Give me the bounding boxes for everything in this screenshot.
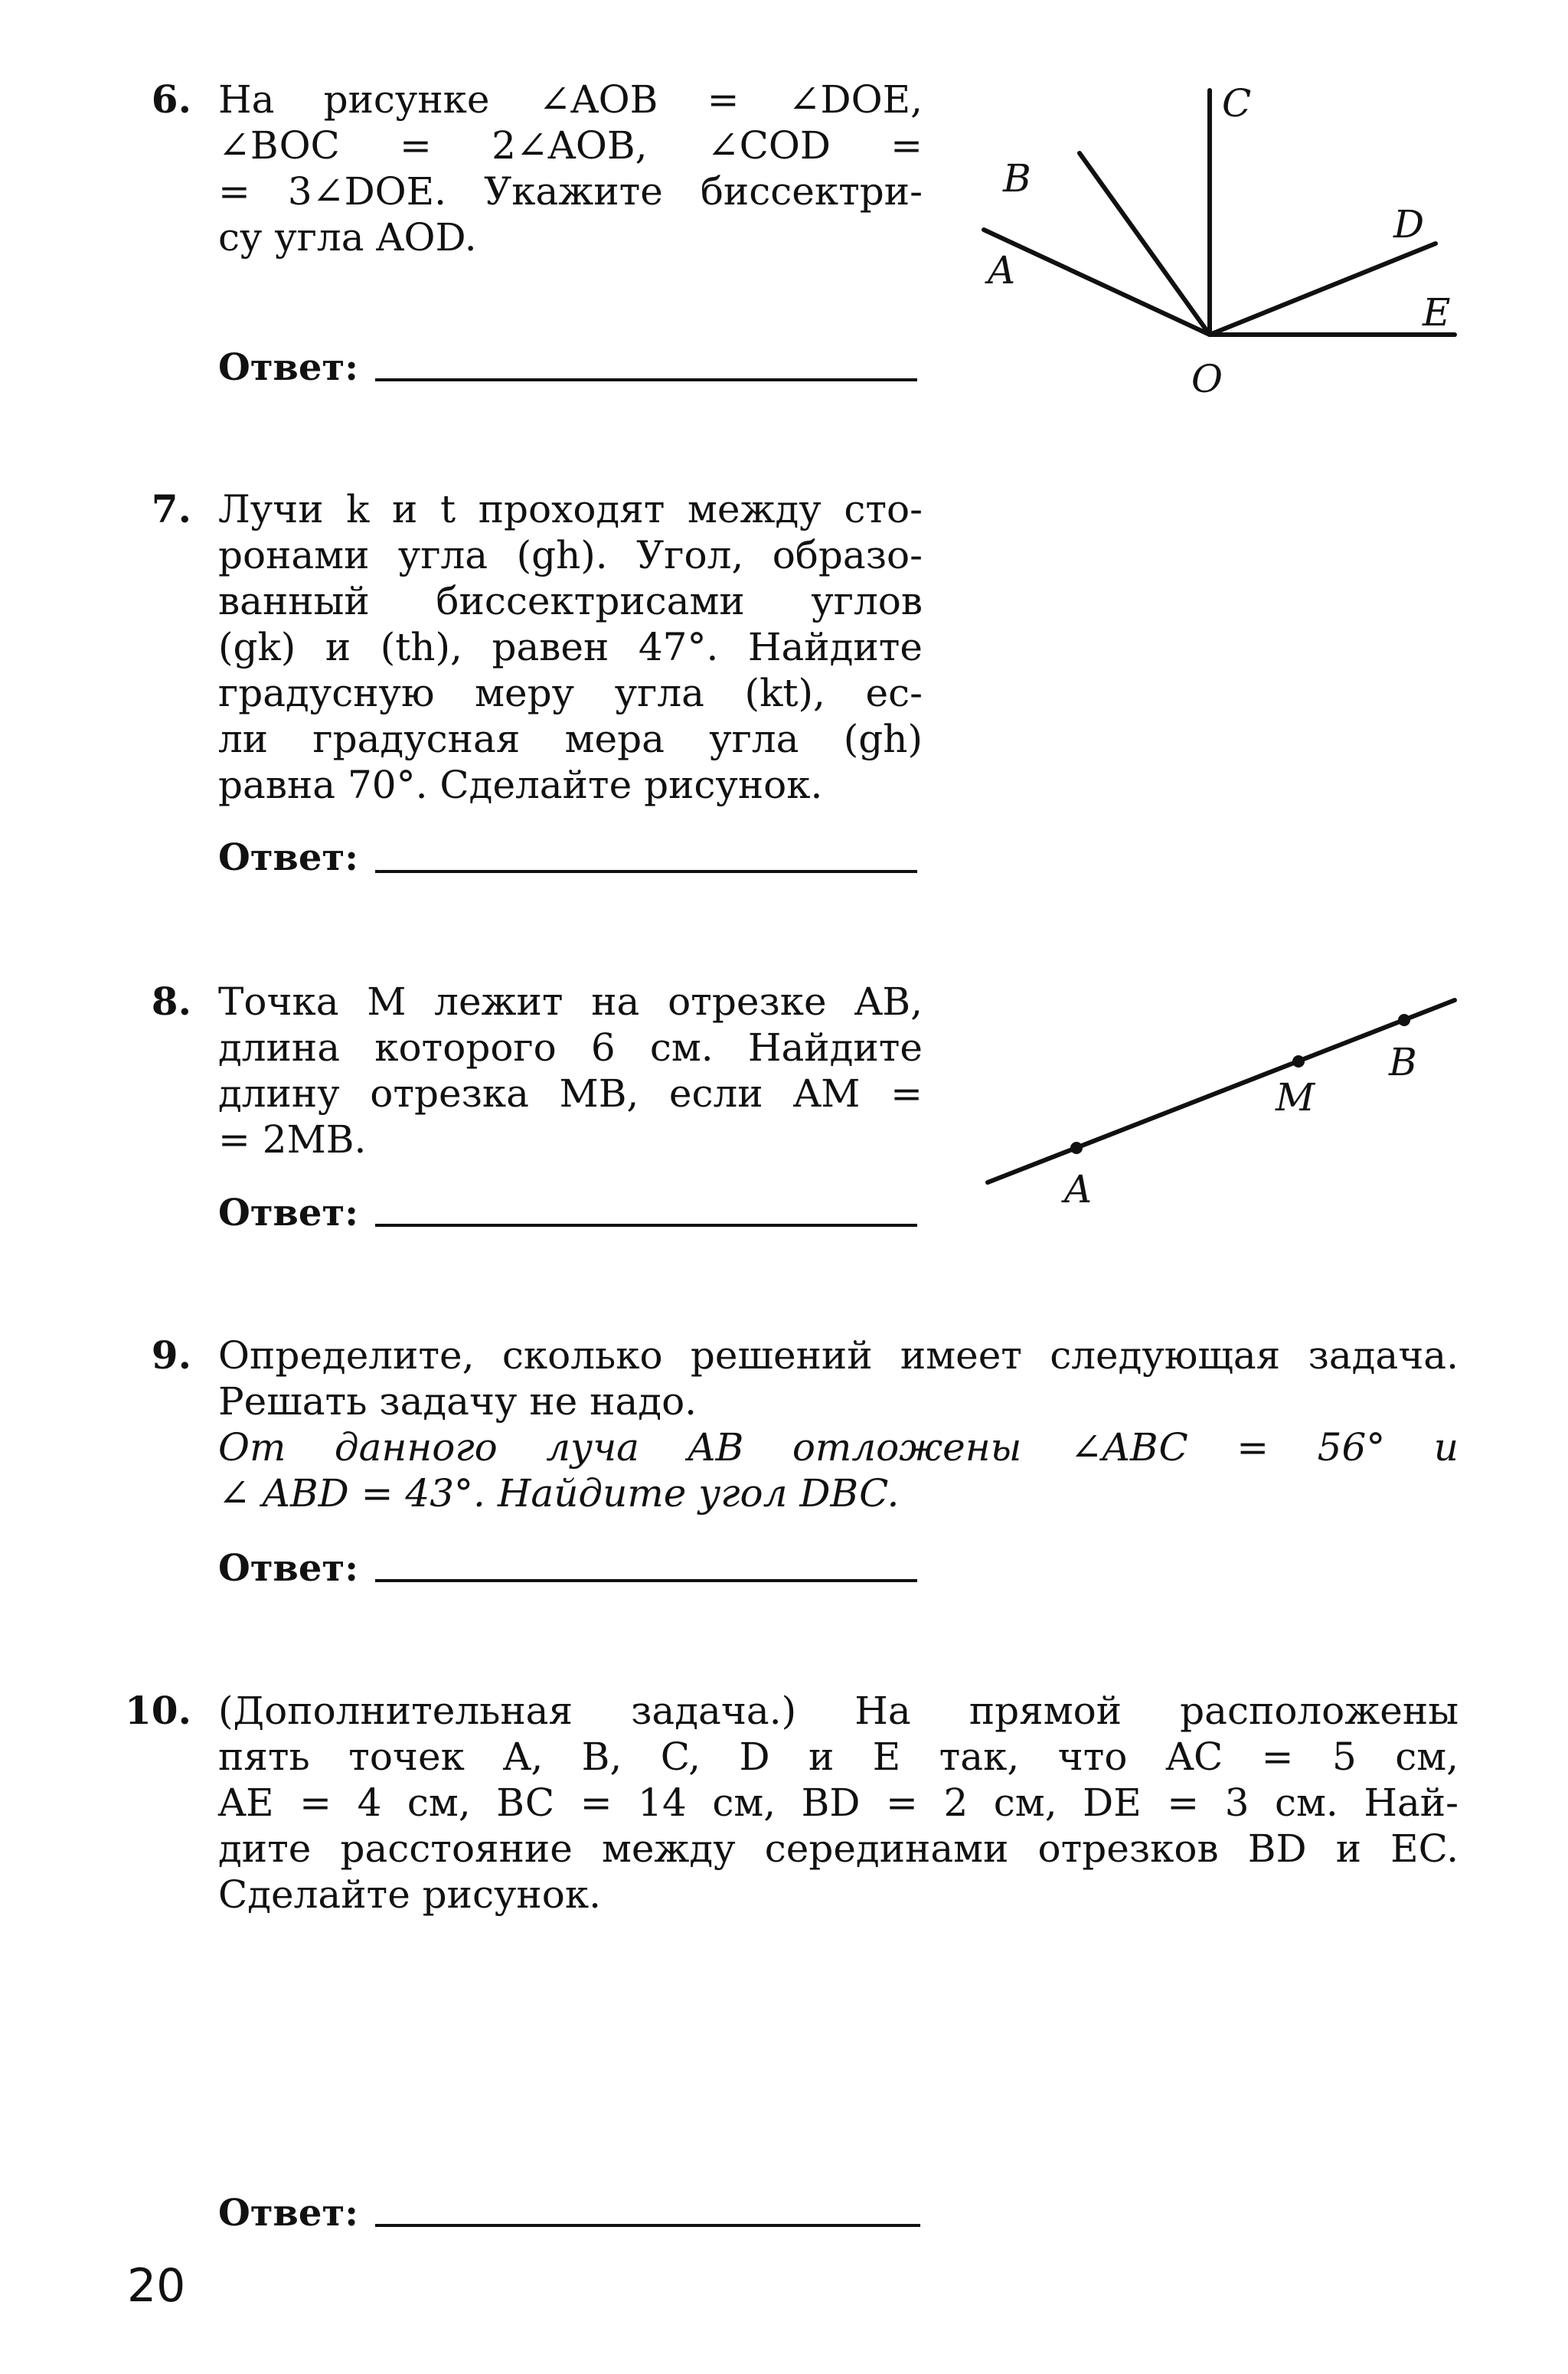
text-line: Определите, сколько решений имеет следующая задача. <box>218 1333 1459 1378</box>
problem-text <box>218 486 923 808</box>
text-line: (gk) и (th), равен 47°. Найдите <box>218 625 923 669</box>
ray-OD <box>1210 244 1436 335</box>
segment-figure <box>972 988 1478 1218</box>
label-B: B <box>1389 1040 1417 1084</box>
label-D: D <box>1393 202 1425 247</box>
segment-AB <box>988 1000 1455 1182</box>
label-M: M <box>1276 1075 1315 1120</box>
problem-text <box>218 979 923 1162</box>
text-line: дите расстояние между серединами отрезков BD и EC. <box>218 1826 1459 1871</box>
answer-line[interactable] <box>375 2224 920 2227</box>
problem-number: 7. <box>151 486 191 531</box>
text-line: На рисунке ∠AOB = ∠DOE, <box>218 77 923 122</box>
problem-number: 8. <box>151 979 191 1024</box>
page-number: 20 <box>127 2259 186 2313</box>
label-A: A <box>988 248 1016 293</box>
text-line: ронами угла (gh). Угол, образо- <box>218 533 923 577</box>
text-line: длина которого 6 см. Найдите <box>218 1025 923 1070</box>
text-line: ванный биссектрисами углов <box>218 579 923 623</box>
text-line-italic: От данного луча AB отложены ∠ABC = 56° и <box>218 1425 1459 1470</box>
problem-text <box>218 1688 1459 1918</box>
answer-line[interactable] <box>375 378 917 381</box>
text-line: = 2MB. <box>218 1117 367 1162</box>
label-E: E <box>1423 290 1451 335</box>
text-line: = 3∠DOE. Укажите биссектри- <box>218 169 923 214</box>
text-line: Решать задачу не надо. <box>218 1379 697 1424</box>
point-M <box>1292 1055 1305 1068</box>
label-O: O <box>1191 357 1223 401</box>
ray-OA <box>984 230 1210 335</box>
text-line: длину отрезка MB, если AM = <box>218 1071 923 1116</box>
text-line: ли градусная мера угла (gh) <box>218 717 923 761</box>
answer-label: Ответ: <box>218 1192 358 1234</box>
ray-OB <box>1080 153 1210 335</box>
answer-label: Ответ: <box>218 2192 358 2235</box>
text-line: Сделайте рисунок. <box>218 1872 601 1917</box>
text-line: пять точек A, B, C, D и E так, что AC = 5 см, <box>218 1735 1459 1779</box>
label-B: B <box>1003 156 1031 201</box>
answer-label: Ответ: <box>218 346 358 389</box>
answer-line[interactable] <box>375 870 917 873</box>
text-line: AE = 4 см, BC = 14 см, BD = 2 см, DE = 3 см. Най- <box>218 1780 1459 1825</box>
text-line-italic: ∠ ABD = 43°. Найдите угол DBC. <box>218 1471 900 1516</box>
text-line: Лучи k и t проходят между сто- <box>218 487 923 531</box>
problem-number: 9. <box>151 1333 191 1378</box>
text-line: Точка M лежит на отрезке AB, <box>218 979 923 1024</box>
answer-label: Ответ: <box>218 1547 358 1590</box>
point-B <box>1398 1014 1410 1026</box>
problem-text <box>218 1333 1459 1516</box>
text-line: (Дополнительная задача.) На прямой расположены <box>218 1689 1459 1733</box>
text-line: су угла AOD. <box>218 215 477 260</box>
angles-figure <box>965 61 1470 414</box>
answer-label: Ответ: <box>218 836 358 879</box>
text-line: ∠BOC = 2∠AOB, ∠COD = <box>218 123 923 168</box>
answer-line[interactable] <box>375 1579 917 1582</box>
text-line: градусную меру угла (kt), ес- <box>218 671 923 715</box>
problem-number: 6. <box>151 77 191 122</box>
label-A: A <box>1064 1167 1093 1212</box>
problem-text <box>218 77 923 260</box>
problem-number: 10. <box>125 1688 191 1733</box>
point-A <box>1070 1142 1083 1154</box>
text-line: равна 70°. Сделайте рисунок. <box>218 763 823 807</box>
label-C: C <box>1222 81 1252 126</box>
answer-line[interactable] <box>375 1224 917 1227</box>
